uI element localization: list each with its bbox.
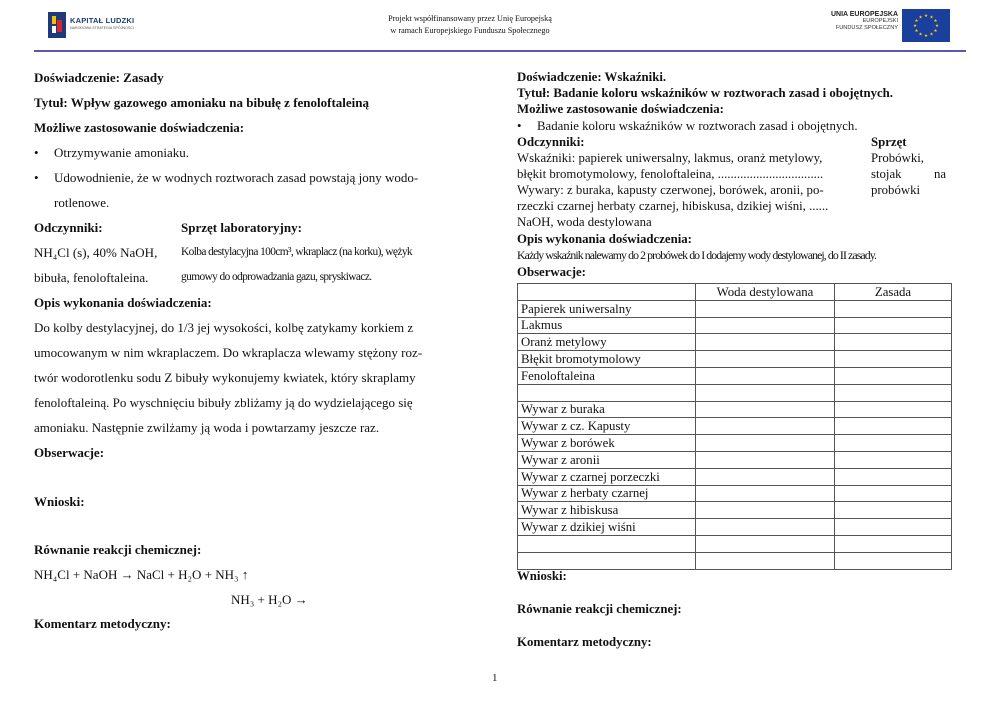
table-row-label [518,552,696,569]
left-experiment-subtitle: Tytuł: Wpływ gazowego amoniaku na bibułę z fenoloftaleiną [34,95,370,110]
left-equipment-heading: Sprzęt laboratoryjny: [181,220,302,235]
table-base-cell [835,485,952,502]
table-row-label: Wywar z aronii [518,451,696,468]
right-observations-heading: Obserwacje: [517,265,586,279]
table-row [518,485,952,502]
svg-text:★: ★ [914,29,919,34]
right-equation-heading: Równanie reakcji chemicznej: [517,602,682,616]
project-funding-note [330,13,610,37]
table-row-label: Lakmus [518,317,696,334]
page-number: 1 [492,672,498,684]
eu-logo [796,9,950,43]
left-equipment-line-1: Kolba destylacyjna 100cm³, wkraplacz (na korku), wężyk [181,246,413,258]
table-base-cell [835,367,952,384]
table-row-label: Wywar z dzikiej wiśni [518,519,696,536]
right-conclusions-heading: Wnioski: [517,569,567,583]
svg-text:★: ★ [918,32,923,38]
table-row [518,317,952,334]
left-use-2b: rotlenowe. [54,195,110,210]
table-row [518,468,952,485]
right-comment-heading: Komentarz metodyczny: [517,635,652,649]
table-base-cell [835,334,952,351]
project-line-2: w ramach Europejskiego Funduszu Społecznego [390,26,550,35]
table-base-cell [835,384,952,401]
table-row [518,502,952,519]
right-equipment-line: probówki [871,183,921,197]
table-row [518,535,952,552]
svg-text:★: ★ [918,15,923,21]
svg-text:★: ★ [912,24,918,29]
right-reagents-line: Wywary: z buraka, kapusty czerwonej, borówek, aronii, po- [517,183,824,197]
table-water-cell [696,317,835,334]
page-header [0,0,992,54]
left-reagents-heading: Odczynniki: [34,220,103,235]
kapital-ludzki-title: KAPITAŁ LUDZKI [70,16,135,25]
svg-text:★: ★ [923,14,929,19]
svg-text:★: ★ [934,24,940,29]
table-water-cell [696,367,835,384]
table-row-label: Wywar z buraka [518,401,696,418]
table-row [518,552,952,569]
table-row-label: Oranż metylowy [518,334,696,351]
table-row-label [518,384,696,401]
left-uses-heading: Możliwe zastosowanie doświadczenia: [34,120,245,135]
left-equation-2: NH₃ + H₂O → [231,592,308,607]
table-water-cell [696,485,835,502]
table-base-cell [835,435,952,452]
table-row-label: Fenoloftaleina [518,367,696,384]
table-row-label: Wywar z czarnej porzeczki [518,468,696,485]
table-header-row [518,284,952,301]
table-row [518,451,952,468]
table-water-cell [696,334,835,351]
table-base-cell [835,401,952,418]
svg-text:★: ★ [914,19,919,24]
table-row [518,300,952,317]
table-base-cell [835,552,952,569]
left-procedure-line: twór wodorotlenku sodu Z bibuły wykonujemy kwiatek, który skraplamy [34,370,416,385]
left-procedure-line: umocowanym w nim wkraplaczem. Do wkraplacza wlewamy stężony roz- [34,345,423,360]
svg-text:★: ★ [923,34,929,39]
right-equipment-heading: Sprzęt [871,135,907,149]
table-row [518,435,952,452]
right-uses-heading: Możliwe zastosowanie doświadczenia: [517,102,724,116]
table-base-cell [835,468,952,485]
table-water-cell [696,502,835,519]
kapital-ludzki-emblem-icon [48,12,66,38]
table-row-label: Wywar z cz. Kapusty [518,418,696,435]
table-row [518,519,952,536]
table-water-cell [696,519,835,536]
table-water-cell [696,351,835,368]
table-water-cell [696,468,835,485]
table-row [518,418,952,435]
table-base-cell [835,451,952,468]
table-water-cell [696,401,835,418]
right-equipment-line: stojak [871,167,902,181]
right-reagents-line: rzeczki czarnej herbaty czarnej, hibiskusa, dzikiej wiśni, ...... [517,199,829,213]
table-base-cell [835,418,952,435]
left-comment-heading: Komentarz metodyczny: [34,616,171,631]
right-use-1 [517,119,858,134]
svg-text:★: ★ [933,19,938,24]
svg-text:★: ★ [929,32,934,38]
table-row-label [518,535,696,552]
left-observations-heading: Obserwacje: [34,445,105,460]
left-reagents-line-1: NH₄Cl (s), 40% NaOH, [34,245,158,260]
kapital-ludzki-logo [48,10,188,42]
project-line-1: Projekt współfinansowany przez Unię Europejską [388,14,552,23]
right-reagents-line: NaOH, woda destylowana [517,215,652,229]
kapital-ludzki-subtitle: NARODOWA STRATEGIA SPÓJNOŚCI [70,26,134,30]
right-experiment-subtitle: Tytuł: Badanie koloru wskaźników w roztworach zasad i obojętnych. [517,86,893,100]
table-header-cell: Zasada [835,284,952,301]
right-reagents-heading: Odczynniki: [517,135,585,149]
left-procedure-line: fenoloftaleiną. Po wyschnięciu bibuły zbliżamy ją do wydzielającego się [34,395,413,410]
table-row [518,367,952,384]
left-use-1: • Otrzymywanie amoniaku. [54,145,189,161]
table-water-cell [696,300,835,317]
table-row [518,351,952,368]
table-base-cell [835,502,952,519]
right-procedure-text: Każdy wskaźnik nalewamy do 2 probówek do I dodajemy wody destylowanej, do II zasady. [517,248,877,262]
table-row-label: Wywar z hibiskusa [518,502,696,519]
table-row [518,384,952,401]
left-use-2a: • Udowodnienie, że w wodnych roztworach zasad powstają jony wodo- [54,170,418,186]
right-reagents-line: Wskaźniki: papierek uniwersalny, lakmus, oranż metylowy, [517,151,823,165]
right-reagents-line: błękit bromotymolowy, fenoloftaleina, ................................. [517,167,824,181]
left-equation-1: NH₄Cl + NaOH → NaCl + H₂O + NH₃ ↑ [34,567,249,582]
right-experiment-title: Doświadczenie: Wskaźniki. [517,70,667,84]
right-equipment-line: Probówki, [871,151,924,165]
table-row-label: Papierek uniwersalny [518,300,696,317]
left-equation-heading: Równanie reakcji chemicznej: [34,542,202,557]
table-row [518,334,952,351]
table-water-cell [696,451,835,468]
table-row-label: Wywar z herbaty czarnej [518,485,696,502]
table-header-cell: Woda destylowana [696,284,835,301]
eu-logo-line-1: UNIA EUROPEJSKA [830,11,898,18]
observations-table [517,283,952,570]
svg-text:★: ★ [933,29,938,34]
table-header-cell [518,284,696,301]
eu-flag-icon [902,9,950,42]
table-row-label: Błękit bromotymolowy [518,351,696,368]
table-water-cell [696,418,835,435]
left-procedure-line: amoniaku. Następnie zwilżamy ją woda i powtarzamy jeszcze raz. [34,420,380,435]
bullet-icon: • [517,119,522,133]
table-water-cell [696,435,835,452]
table-row [518,401,952,418]
right-use-1-text: Badanie koloru wskaźników w roztworach zasad i obojętnych. [537,119,858,133]
header-divider [34,50,966,52]
left-reagents-line-2: bibuła, fenoloftaleina. [34,270,149,285]
eu-logo-line-2: EUROPEJSKI [862,18,898,24]
eu-logo-text [831,11,898,32]
eu-logo-line-3: FUNDUSZ SPOŁECZNY [835,25,898,31]
left-procedure-line: Do kolby destylacyjnej, do 1/3 jej wysokości, kolbę zatykamy korkiem z [34,320,414,335]
table-row-label: Wywar z borówek [518,435,696,452]
table-water-cell [696,384,835,401]
table-water-cell [696,535,835,552]
observations-table-body [518,284,952,570]
right-procedure-heading: Opis wykonania doświadczenia: [517,232,692,246]
svg-text:★: ★ [929,15,934,21]
left-experiment-title: Doświadczenie: Zasady [34,70,164,85]
right-equipment-line: na [934,167,947,181]
table-base-cell [835,317,952,334]
left-conclusions-heading: Wnioski: [34,494,85,509]
table-base-cell [835,351,952,368]
left-equipment-line-2: gumowy do odprowadzania gazu, spryskiwacz. [181,271,372,283]
left-procedure-heading: Opis wykonania doświadczenia: [34,295,212,310]
table-base-cell [835,535,952,552]
table-base-cell [835,300,952,317]
table-base-cell [835,519,952,536]
table-water-cell [696,552,835,569]
